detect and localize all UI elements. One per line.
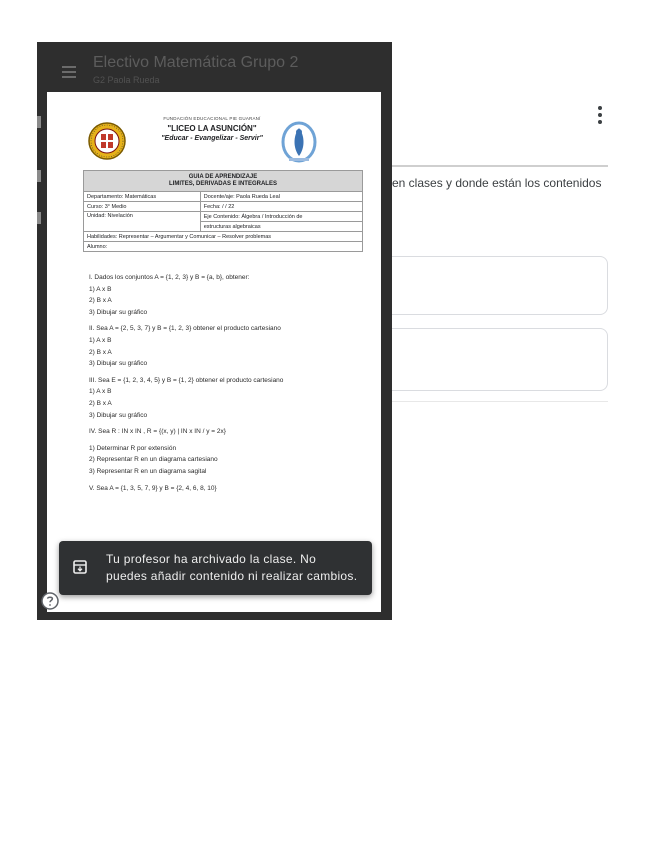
- class-subtitle: G2 Paola Rueda: [93, 75, 160, 85]
- snackbar-line-2: puedes añadir contenido ni realizar cambios.: [106, 569, 358, 583]
- edge-marker: [37, 170, 41, 182]
- class-title: Electivo Matemática Grupo 2: [93, 54, 299, 71]
- exercise-item: 3) Dibujar su gráfico: [89, 308, 148, 316]
- stream-card[interactable]: [392, 328, 608, 391]
- help-icon[interactable]: [40, 591, 60, 611]
- document-page[interactable]: [47, 92, 381, 612]
- more-options-icon[interactable]: [595, 106, 605, 128]
- guide-info-table: [83, 170, 363, 252]
- archived-class-snackbar: [59, 541, 372, 595]
- menu-icon[interactable]: [62, 66, 76, 81]
- exercise-item: 2) B x A: [89, 297, 112, 305]
- date-cell: Fecha: / / 22: [200, 202, 362, 212]
- teacher-cell: Docente/aje: Paola Rueda Leal: [200, 192, 362, 202]
- guide-subtitle: LIMITES, DERIVADAS E INTEGRALES: [169, 181, 277, 187]
- school-name: "LICEO LA ASUNCIÓN": [167, 124, 257, 133]
- exercise-item: 1) A x B: [89, 388, 112, 396]
- edge-marker: [37, 116, 41, 128]
- edge-marker: [37, 212, 41, 224]
- exercise-list: [89, 272, 283, 494]
- unit-cell: Unidad: Nivelación: [84, 212, 201, 232]
- school-motto: "Educar - Evangelizar - Servir": [161, 135, 263, 142]
- exercise-item: 3) Representar R en un diagrama sagital: [89, 467, 207, 475]
- exercise-heading: I. Dados los conjuntos A = {1, 2, 3} y B = {a, b}, obtener:: [89, 274, 250, 281]
- student-cell: Alumno:: [84, 242, 363, 252]
- foundation-name: FUNDACIÓN EDUCACIONAL PIE GUARANÍ: [163, 116, 261, 121]
- exercise-heading: IV. Sea R : IN x IN , R = {(x, y) | IN x IN / y = 2x}: [89, 428, 226, 436]
- school-header: [144, 116, 280, 142]
- exercise-item: 1) A x B: [89, 336, 112, 344]
- exercise-item: 3) Dibujar su gráfico: [89, 411, 148, 419]
- exercise-item: 2) B x A: [89, 348, 112, 356]
- exercise-heading: V. Sea A = {1, 3, 5, 7, 9} y B = {2, 4, 6, 8, 10}: [89, 484, 217, 492]
- guide-title: GUIA DE APRENDIZAJE: [188, 174, 258, 180]
- guide-title-cell: [84, 171, 363, 192]
- stream-announcement-text: en clases y donde están los contenidos: [392, 176, 602, 190]
- snackbar-line-1: Tu profesor ha archivado la clase. No: [106, 552, 317, 566]
- divider: [392, 401, 608, 402]
- archive-icon: [73, 560, 87, 574]
- divider: [392, 165, 608, 167]
- exercise-item: 1) Determinar R por extensión: [89, 444, 177, 452]
- school-emblem-logo: [279, 118, 319, 164]
- exercise-item: 3) Dibujar su gráfico: [89, 360, 148, 368]
- exercise-item: 2) B x A: [89, 399, 112, 407]
- skills-cell: Habilidades: Representar – Argumentar y Comunicar – Resolver problemas: [84, 232, 363, 242]
- exercise-heading: II. Sea A = {2, 5, 3, 7} y B = {1, 2, 3} obtener el producto cartesiano: [89, 325, 281, 333]
- axis-cell: Eje Contenido: Álgebra / Introducción de: [200, 212, 362, 222]
- exercise-item: 1) A x B: [89, 285, 112, 293]
- school-crest-logo: [88, 120, 126, 162]
- axis-cell-cont: estructuras algebraicas: [200, 222, 362, 232]
- exercise-item: 2) Representar R en un diagrama cartesiano: [89, 456, 218, 464]
- department-cell: Departamento: Matemáticas: [84, 192, 201, 202]
- course-cell: Curso: 3° Medio: [84, 202, 201, 212]
- snackbar-message: [106, 551, 366, 585]
- stream-card[interactable]: [392, 256, 608, 315]
- exercise-heading: III. Sea E = {1, 2, 3, 4, 5} y B = {1, 2} obtener el producto cartesiano: [89, 376, 284, 384]
